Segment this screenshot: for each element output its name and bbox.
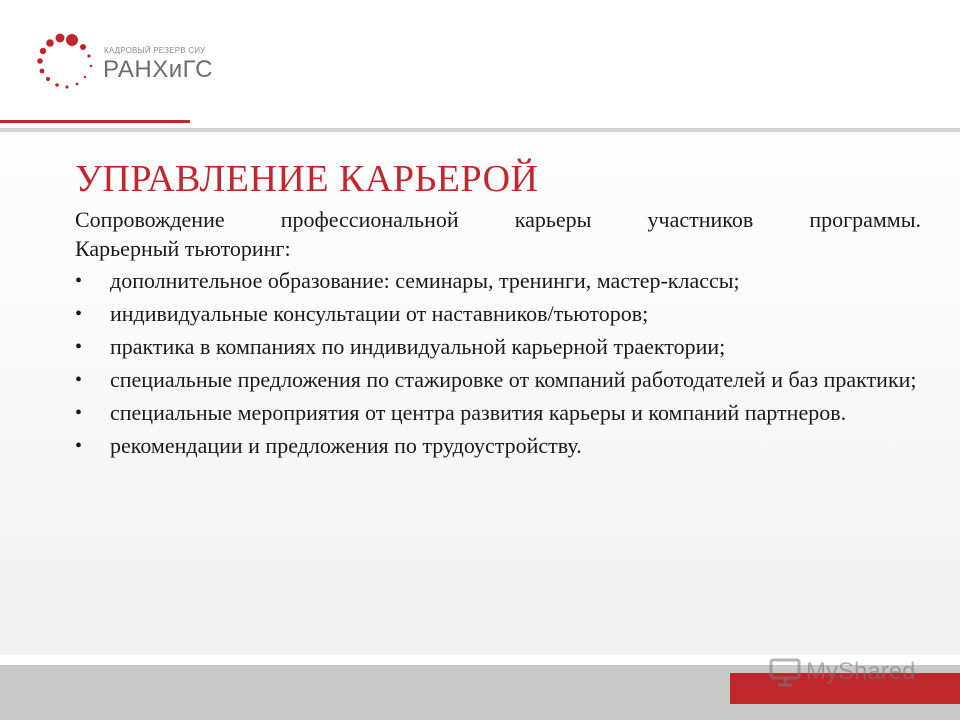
logo-subtitle: КАДРОВЫЙ РЕЗЕРВ СИУ — [104, 46, 206, 55]
ranepa-logo — [30, 26, 213, 101]
logo-dots-ring-icon — [30, 26, 100, 96]
intro-paragraph — [75, 205, 921, 263]
bullet-item: • специальные предложения по стажировке от компаний работодателей и баз практики; — [75, 365, 921, 395]
bullet-item: • рекомендации и предложения по трудоустройству. — [75, 431, 921, 461]
myshared-watermark[interactable] — [768, 657, 915, 687]
bullet-item: • индивидуальные консультации от наставников/тьюторов; — [75, 299, 921, 329]
header-accent-rule — [0, 120, 190, 123]
bullet-item: • специальные мероприятия от центра развития карьеры и компаний партнеров. — [75, 398, 921, 428]
bullet-item: • практика в компаниях по индивидуальной карьерной траектории; — [75, 332, 921, 362]
intro-line-2: Карьерный тьюторинг: — [75, 236, 291, 261]
presentation-screen-icon — [768, 657, 802, 687]
slide-content — [75, 155, 921, 464]
bullet-item: • дополнительное образование: семинары, тренинги, мастер-классы; — [75, 266, 921, 296]
bullet-list — [75, 266, 921, 461]
slide-title: УПРАВЛЕНИЕ КАРЬЕРОЙ — [75, 158, 539, 200]
watermark-text: MyShared — [806, 658, 916, 685]
header-divider — [0, 128, 960, 132]
slide-header — [0, 0, 960, 130]
logo-name: РАНХиГС — [103, 56, 213, 83]
intro-line-1: Сопровождение профессиональной карьеры участников программы. — [75, 207, 921, 232]
